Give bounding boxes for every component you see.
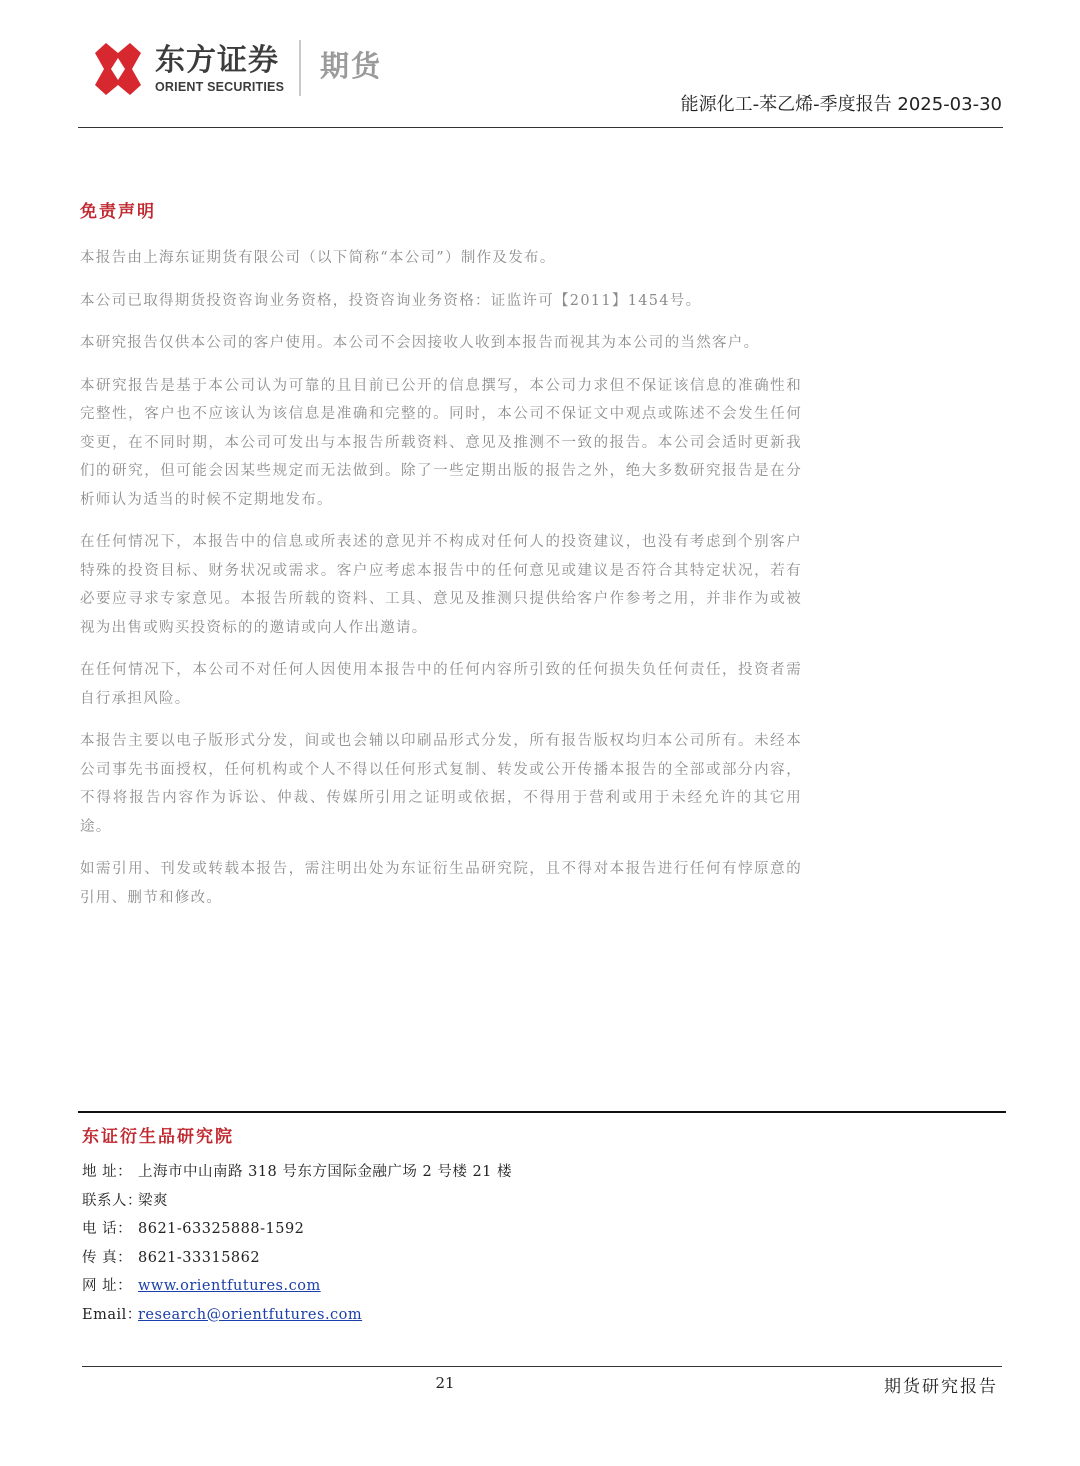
email-link[interactable]: research@orientfutures.com xyxy=(138,1306,363,1323)
brand-name-cn: 东方证券 xyxy=(155,43,279,78)
brand-block xyxy=(155,44,284,94)
header-divider xyxy=(78,127,1003,128)
fax-label: 传 真： xyxy=(82,1249,133,1266)
fax-row xyxy=(82,1244,512,1273)
disclaimer-paragraph: 在任何情况下，本公司不对任何人因使用本报告中的任何内容所引致的任何损失负任何责任，投资者需自行承担风险。 xyxy=(80,662,802,707)
disclaimer-paragraph: 本报告由上海东证期货有限公司（以下简称“本公司”）制作及发布。 xyxy=(80,250,556,266)
phone-row xyxy=(82,1215,512,1244)
phone-label: 电 话： xyxy=(82,1221,133,1237)
email-label: Email： xyxy=(82,1306,142,1323)
institute-name: 东证衍生品研究院 xyxy=(82,1127,234,1147)
address-value: 上海市中山南路 318 号东方国际金融广场 2 号楼 21 楼 xyxy=(138,1164,513,1180)
disclaimer-paragraph: 本研究报告仅供本公司的客户使用。本公司不会因接收人收到本报告而视其为本公司的当然客户。 xyxy=(80,335,760,351)
disclaimer-body xyxy=(80,244,802,926)
fax-value: 8621-33315862 xyxy=(138,1249,261,1266)
disclaimer-paragraph: 在任何情况下，本报告中的信息或所表述的意见并不构成对任何人的投资建议，也没有考虑到个别客户特殊的投资目标、财务状况或需求。客户应考虑本报告中的任何意见或建议是否符合其特定状况，若有必要应寻求专家意见。本报告所载的资料、工具、意见及推测只提供给客户作参考之用，并非作为或被视为出售或购买投资标的的邀请或向人作出邀请。 xyxy=(80,534,802,636)
brand-name-en: ORIENT SECURITIES xyxy=(155,80,285,94)
disclaimer-paragraph: 本报告主要以电子版形式分发，间或也会辅以印刷品形式分发，所有报告版权均归本公司所有。未经本公司事先书面授权，任何机构或个人不得以任何形式复制、转发或公开传播本报告的全部或部分内容，不得将报告内容作为诉讼、仲裁、传媒所引用之证明或依据，不得用于营利或用于未经允许的其它用途。 xyxy=(80,733,802,835)
contact-person-row xyxy=(82,1187,512,1216)
address-row xyxy=(82,1158,512,1187)
brand-subtitle: 期货 xyxy=(320,49,383,83)
report-title: 能源化工-苯乙烯-季度报告 2025-03-30 xyxy=(680,94,1002,115)
website-link[interactable]: www.orientfutures.com xyxy=(138,1278,321,1294)
address-label: 地 址： xyxy=(82,1164,133,1180)
brand-separator xyxy=(299,40,301,96)
contact-person-value: 梁爽 xyxy=(138,1192,168,1209)
website-label: 网 址： xyxy=(82,1278,133,1294)
disclaimer-paragraph: 如需引用、刊发或转载本报告，需注明出处为东证衍生品研究院，且不得对本报告进行任何有悖原意的引用、删节和修改。 xyxy=(80,861,802,906)
orient-securities-logo xyxy=(92,40,144,98)
contact-person-label: 联系人： xyxy=(82,1192,142,1209)
disclaimer-title: 免责声明 xyxy=(80,202,156,222)
page-number: 21 xyxy=(435,1374,455,1392)
contact-divider xyxy=(78,1111,1006,1113)
disclaimer-paragraph: 本研究报告是基于本公司认为可靠的且目前已公开的信息撰写，本公司力求但不保证该信息的准确性和完整性，客户也不应该认为该信息是准确和完整的。同时，本公司不保证文中观点或陈述不会发生任何变更，在不同时期，本公司可发出与本报告所载资料、意见及推测不一致的报告。本公司会适时更新我们的研究，但可能会因某些规定而无法做到。除了一些定期出版的报告之外，绝大多数研究报告是在分析师认为适当的时候不定期地发布。 xyxy=(80,377,802,508)
phone-value: 8621-63325888-1592 xyxy=(138,1221,305,1237)
contact-list xyxy=(82,1158,512,1329)
disclaimer-paragraph: 本公司已取得期货投资咨询业务资格，投资咨询业务资格：证监许可【2011】1454号。 xyxy=(80,292,702,309)
footer-divider xyxy=(82,1366,1002,1367)
footer-report-type: 期货研究报告 xyxy=(884,1377,998,1397)
email-row xyxy=(82,1301,512,1330)
website-row xyxy=(82,1272,512,1301)
